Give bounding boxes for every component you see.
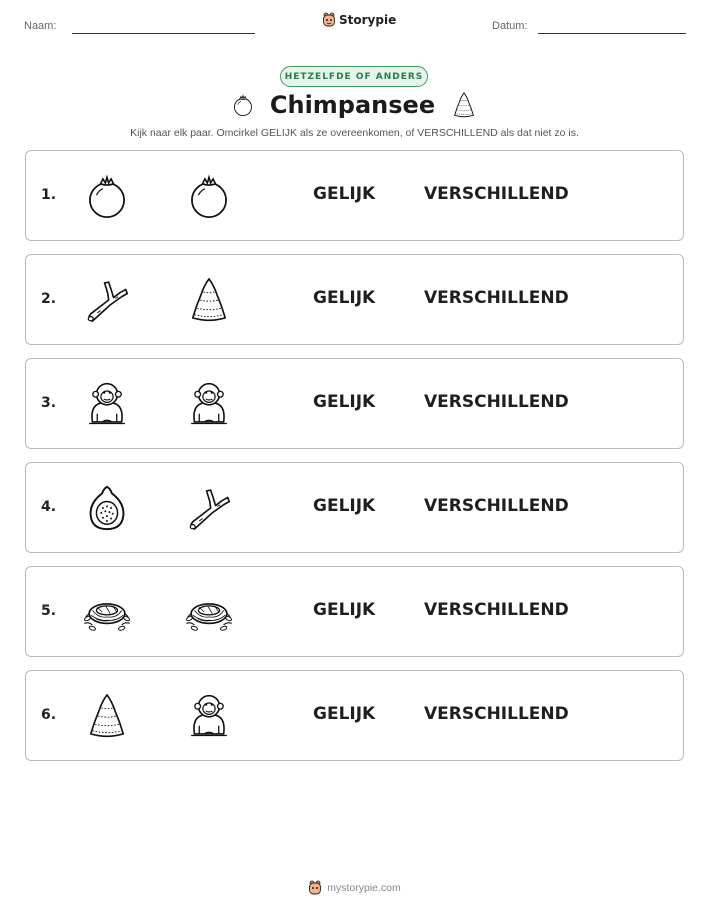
option-different[interactable]: VERSCHILLEND <box>424 496 569 516</box>
question-number: 3. <box>41 395 57 411</box>
option-different[interactable]: VERSCHILLEND <box>424 704 569 724</box>
question-number: 1. <box>41 187 57 203</box>
date-line[interactable] <box>538 33 686 34</box>
option-same[interactable]: GELIJK <box>313 496 376 516</box>
storypie-mascot-icon <box>308 880 322 896</box>
page-title: Chimpansee <box>269 91 436 119</box>
termite-mound-icon <box>449 90 479 120</box>
option-different[interactable]: VERSCHILLEND <box>424 392 569 412</box>
footer <box>0 880 709 896</box>
termite-mound-icon <box>183 274 235 326</box>
pomegranate-icon <box>81 170 133 222</box>
branch-icon <box>81 274 133 326</box>
termite-mound-icon <box>81 690 133 742</box>
title-row <box>0 90 709 120</box>
option-same[interactable]: GELIJK <box>313 600 376 620</box>
question-number: 5. <box>41 603 57 619</box>
option-different[interactable]: VERSCHILLEND <box>424 288 569 308</box>
question-row <box>25 566 684 657</box>
chimpanzee-icon <box>183 690 235 742</box>
worksheet-badge: HETZELFDE OF ANDERS <box>280 66 428 87</box>
question-number: 6. <box>41 707 57 723</box>
storypie-mascot-icon <box>322 12 336 28</box>
question-number: 2. <box>41 291 57 307</box>
option-different[interactable]: VERSCHILLEND <box>424 184 569 204</box>
question-number: 4. <box>41 499 57 515</box>
nest-icon <box>81 586 133 638</box>
name-label: Naam: <box>24 20 57 32</box>
fig-icon <box>81 482 133 534</box>
date-label: Datum: <box>492 20 528 32</box>
question-row <box>25 358 684 449</box>
branch-icon <box>183 482 235 534</box>
instructions: Kijk naar elk paar. Omcirkel GELIJK als ze overeenkomen, of VERSCHILLEND als dat niet zo is. <box>130 127 579 139</box>
chimpanzee-icon <box>81 378 133 430</box>
option-same[interactable]: GELIJK <box>313 288 376 308</box>
question-row <box>25 670 684 761</box>
pomegranate-icon <box>230 92 256 118</box>
chimpanzee-icon <box>183 378 235 430</box>
question-row <box>25 150 684 241</box>
question-row <box>25 254 684 345</box>
brand-logo <box>322 12 396 28</box>
footer-site: mystorypie.com <box>327 882 401 894</box>
option-same[interactable]: GELIJK <box>313 184 376 204</box>
nest-icon <box>183 586 235 638</box>
option-different[interactable]: VERSCHILLEND <box>424 600 569 620</box>
option-same[interactable]: GELIJK <box>313 392 376 412</box>
brand-name: Storypie <box>339 13 397 27</box>
name-line[interactable] <box>72 33 255 34</box>
pomegranate-icon <box>183 170 235 222</box>
option-same[interactable]: GELIJK <box>313 704 376 724</box>
question-row <box>25 462 684 553</box>
